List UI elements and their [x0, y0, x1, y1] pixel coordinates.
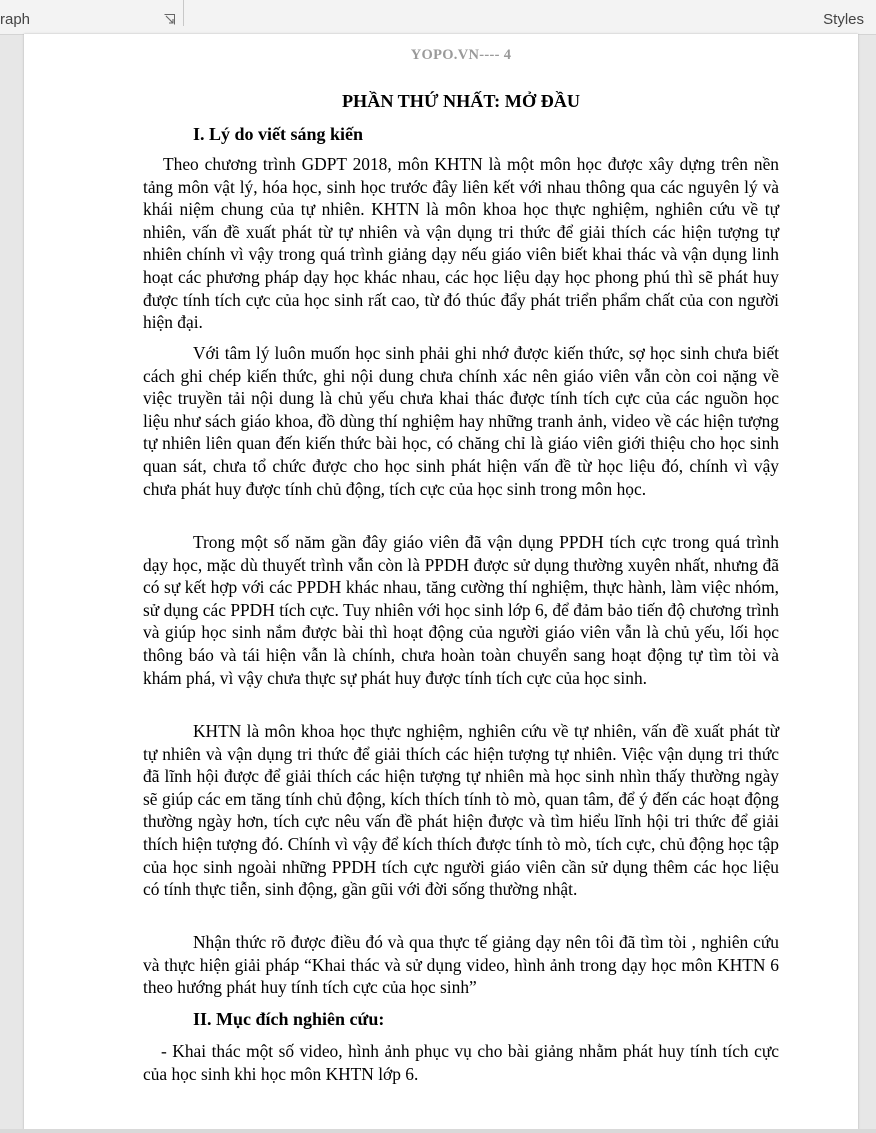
paragraph-group-label: raph: [0, 11, 31, 28]
section-heading-reason: I. Lý do viết sáng kiến: [193, 124, 364, 144]
styles-group-label: Styles: [823, 11, 864, 28]
paragraph: KHTN là môn khoa học thực nghiệm, nghiên cứu về tự nhiên, vấn đề xuất phát từ tự nhiên và vận dụng tri thức để giải thích các hiện tượng tự nhiên. Việc vận dụng tri thức đã lĩnh hội được để giải thích các hiện tượng tự nhiên mà học sinh nhìn thấy thường ngày sẽ giúp các em tăng tính chủ động, kích thích tính tò mò, quan tâm, để ý đến các hoạt động thường ngày hơn, tích cực nêu vấn đề phát hiện được và tìm hiểu lĩnh hội tri thức để giải thích hiện tượng đó. Chính vì vậy để kích thích được tính tò mò, tích cực, chủ động học tập của học sinh ngoài những PPDH tích cực người giáo viên cần sử dụng thêm các học liệu có tính thực tiễn, sinh động, gần gũi với đời sống thường nhật.: [143, 721, 779, 900]
dialog-launcher-icon[interactable]: [164, 12, 175, 23]
section-heading-purpose: II. Mục đích nghiên cứu:: [193, 1009, 385, 1029]
page-header: YOPO.VN---- 4: [410, 47, 512, 63]
paragraph: Nhận thức rõ được điều đó và qua thực tế giảng dạy nên tôi đã tìm tòi , nghiên cứu và thực hiện giải pháp “Khai thác và sử dụng video, hình ảnh trong dạy học môn KHTN 6 theo hướng phát huy tính tích cực của học sinh”: [143, 932, 779, 998]
part-title: PHẦN THỨ NHẤT: MỞ ĐẦU: [341, 91, 581, 111]
paragraph: Trong một số năm gần đây giáo viên đã vận dụng PPDH tích cực trong quá trình dạy học, mặc dù thuyết trình vẫn còn là PPDH được sử dụng thường xuyên nhất, nhưng đã có sự kết hợp với các PPDH khác nhau, tăng cường thí nghiệm, thực hành, làm việc nhóm, sử dụng các PPDH tích cực. Tuy nhiên với học sinh lớp 6, để đảm bảo tiến độ chương trình và giúp học sinh nắm được bài thì hoạt động của người giáo viên vẫn là chủ yếu, lối học thông báo và tái hiện vẫn là chính, chưa hoàn toàn chuyển sang hoạt động tự tìm tòi và khám phá, vì vậy chưa thực sự phát huy được tính tích cực của học sinh.: [143, 532, 779, 688]
page-gap: [0, 1129, 876, 1133]
ribbon-separator: [183, 0, 184, 26]
document-page[interactable]: [24, 34, 858, 1130]
paragraph: Theo chương trình GDPT 2018, môn KHTN là một môn học được xây dựng trên nền tảng môn vật lý, hóa học, sinh học trước đây liên kết với nhau thông qua các nguyên lý và khái niệm chung của tự nhiên. KHTN là môn khoa học thực nghiệm, nghiên cứu về tự nhiên, vấn đề xuất phát từ tự nhiên và vận dụng tri thức để giải thích các hiện tượng tự nhiên chính vì vậy trong quá trình giảng dạy nếu giáo viên biết khai thác và vận dụng linh hoạt các phương pháp dạy học khác nhau, các học liệu dạy học phong phú thì sẽ phát huy được tính tích cực của học sinh rất cao, từ đó thúc đẩy phát triển phẩm chất của con người hiện đại.: [143, 154, 779, 333]
paragraph: - Khai thác một số video, hình ảnh phục vụ cho bài giảng nhằm phát huy tính tích cực của học sinh khi học môn KHTN lớp 6.: [143, 1041, 779, 1084]
paragraph: Với tâm lý luôn muốn học sinh phải ghi nhớ được kiến thức, sợ học sinh chưa biết cách ghi chép kiến thức, ghi nội dung chưa chính xác nên giáo viên vẫn còn coi nặng về việc truyền tải nội dung là chủ yếu chưa khai thác được tính tích cực của các nguồn học liệu như sách giáo khoa, đồ dùng thí nghiệm hay những tranh ảnh, video về các hiện tượng tự nhiên liên quan đến kiến thức bài học, có chăng chỉ là giáo viên giới thiệu cho học sinh quan sát, chưa tổ chức được cho học sinh phát hiện vấn đề từ học liệu đó, chính vì vậy chưa phát huy được tính chủ động, tích cực của học sinh trong môn học.: [143, 343, 779, 499]
ribbon: [0, 0, 876, 35]
